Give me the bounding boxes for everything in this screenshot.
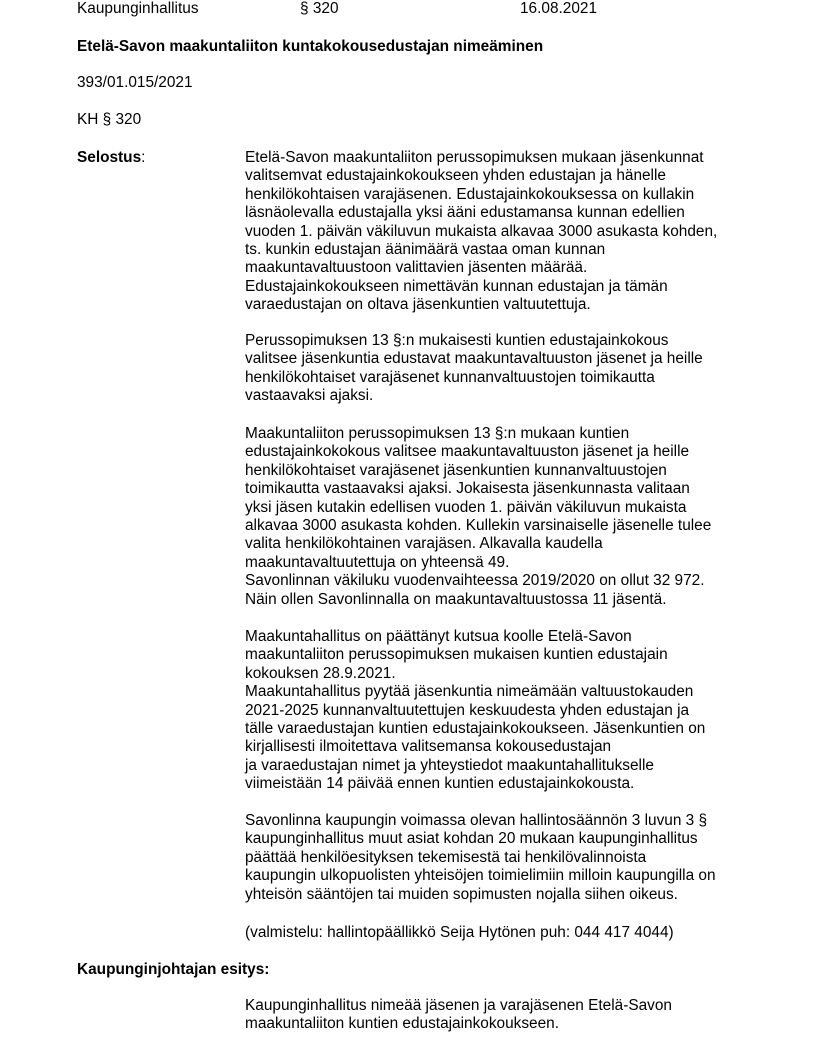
selostus-label-text: Selostus bbox=[77, 149, 142, 166]
paragraph-text: Kaupunginhallitus nimeää jäsenen ja varajäsenen Etelä-Savon maakuntaliiton kuntien edustajainkokoukseen. bbox=[245, 997, 672, 1033]
document-number: 393/01.015/2021 bbox=[77, 74, 193, 91]
paragraph-text: Maakuntahallitus on päättänyt kutsua koolle Etelä-Savon maakuntaliiton perussopimuksen mukaisen kuntien edustajain kokouksen 28.9.2021. Maakuntahallitus pyytää jäsenkuntia nimeämään valtuustokauden 2021-2025 kunnanvaltuutettujen keskuudesta yhden edustajan ja tälle varaedustajan kuntien edustajainkokoukseen. Jäsenkuntien on kirjallisesti ilmoitettava valitsemansa kokousedustajan ja varaedustajan nimet ja yhteystiedot maakuntahallitukselle viimeistään 14 päivää ennen kuntien edustajainkokousta. bbox=[245, 628, 706, 793]
selostus-label bbox=[77, 149, 145, 167]
selostus-paragraph bbox=[245, 332, 765, 406]
selostus-paragraph bbox=[245, 425, 765, 609]
paragraph-text: Maakuntaliiton perussopimuksen 13 §:n mukaan kuntien edustajainkokokous valitsee maakuntavaltuuston jäsenet ja heille henkilökohtaiset varajäsenet jäsenkuntien kunnanvaltuustojen toimikautta vastaavaksi ajaksi. Jokaisesta jäsenkunnasta valitaan yksi jäsen kutakin edellisen vuoden 1. päivän väkiluvun mukaista alkavaa 3000 asukasta kohden. Kullekin varsinaiselle jäsenelle tulee valita henkilökohtainen varajäsen. Alkavalla kaudella maakuntavaltuutettuja on yhteensä 49. Savonlinnan väkiluku vuodenvaihteessa 2019/2020 on ollut 32 972. Näin ollen Savonlinnalla on maakuntavaltuustossa 11 jäsentä. bbox=[245, 425, 712, 608]
kh-section: KH § 320 bbox=[77, 111, 142, 128]
header-date: 16.08.2021 bbox=[520, 0, 598, 17]
paragraph-text: Perussopimuksen 13 §:n mukaisesti kuntien edustajainkokous valitsee jäsenkuntia edustavat maakuntavaltuuston jäsenet ja heille henkilökohtaiset varajäsenet kunnanvaltuustojen toimikautta vastaavaksi ajaksi. bbox=[245, 332, 703, 405]
paragraph-text: Savonlinna kaupungin voimassa olevan hallintosäännön 3 luvun 3 § kaupunginhallitus muut asiat kohdan 20 mukaan kaupunginhallitus päättää henkilöesityksen tekemisestä tai henkilövalinnoista kaupungin ulkopuolisten yhteisöjen toimielimiin milloin kaupungilla on yhteisön sääntöjen tai muiden sopimusten nojalla siihen oikeus. bbox=[245, 812, 716, 903]
header-section: § 320 bbox=[300, 0, 339, 17]
esitys-label: Kaupunginjohtajan esitys: bbox=[77, 961, 270, 978]
selostus-paragraph bbox=[245, 149, 765, 315]
selostus-paragraph bbox=[245, 812, 765, 904]
selostus-paragraph bbox=[245, 628, 765, 794]
paragraph-text: (valmistelu: hallintopäällikkö Seija Hytönen puh: 044 417 4044) bbox=[245, 924, 674, 941]
header-organ: Kaupunginhallitus bbox=[77, 0, 199, 17]
paragraph-text: Etelä-Savon maakuntaliiton perussopimuksen mukaan jäsenkunnat valitsemvat edustajainkokoukseen yhden edustajan ja hänelle henkilökohtaisen varajäsenen. Edustajainkokouksessa on kullakin läsnäolevalla edustajalla yksi ääni edustamansa kunnan edellien vuoden 1. päivän väkiluvun mukaista alkavaa 3000 asukasta kohden, ts. kunkin edustajan äänimäärä vastaa oman kunnan maakuntavaltuustoon valittavien jäsenten määrää. Edustajainkokoukseen nimettävän kunnan edustajan ja tämän varaedustajan on oltava jäsenkuntien valtuutettuja. bbox=[245, 149, 718, 314]
document-title: Etelä-Savon maakuntaliiton kuntakokousedustajan nimeäminen bbox=[77, 38, 544, 55]
esitys-paragraph bbox=[245, 997, 765, 1034]
selostus-label-colon: : bbox=[141, 149, 146, 166]
preparation-note bbox=[245, 924, 765, 942]
